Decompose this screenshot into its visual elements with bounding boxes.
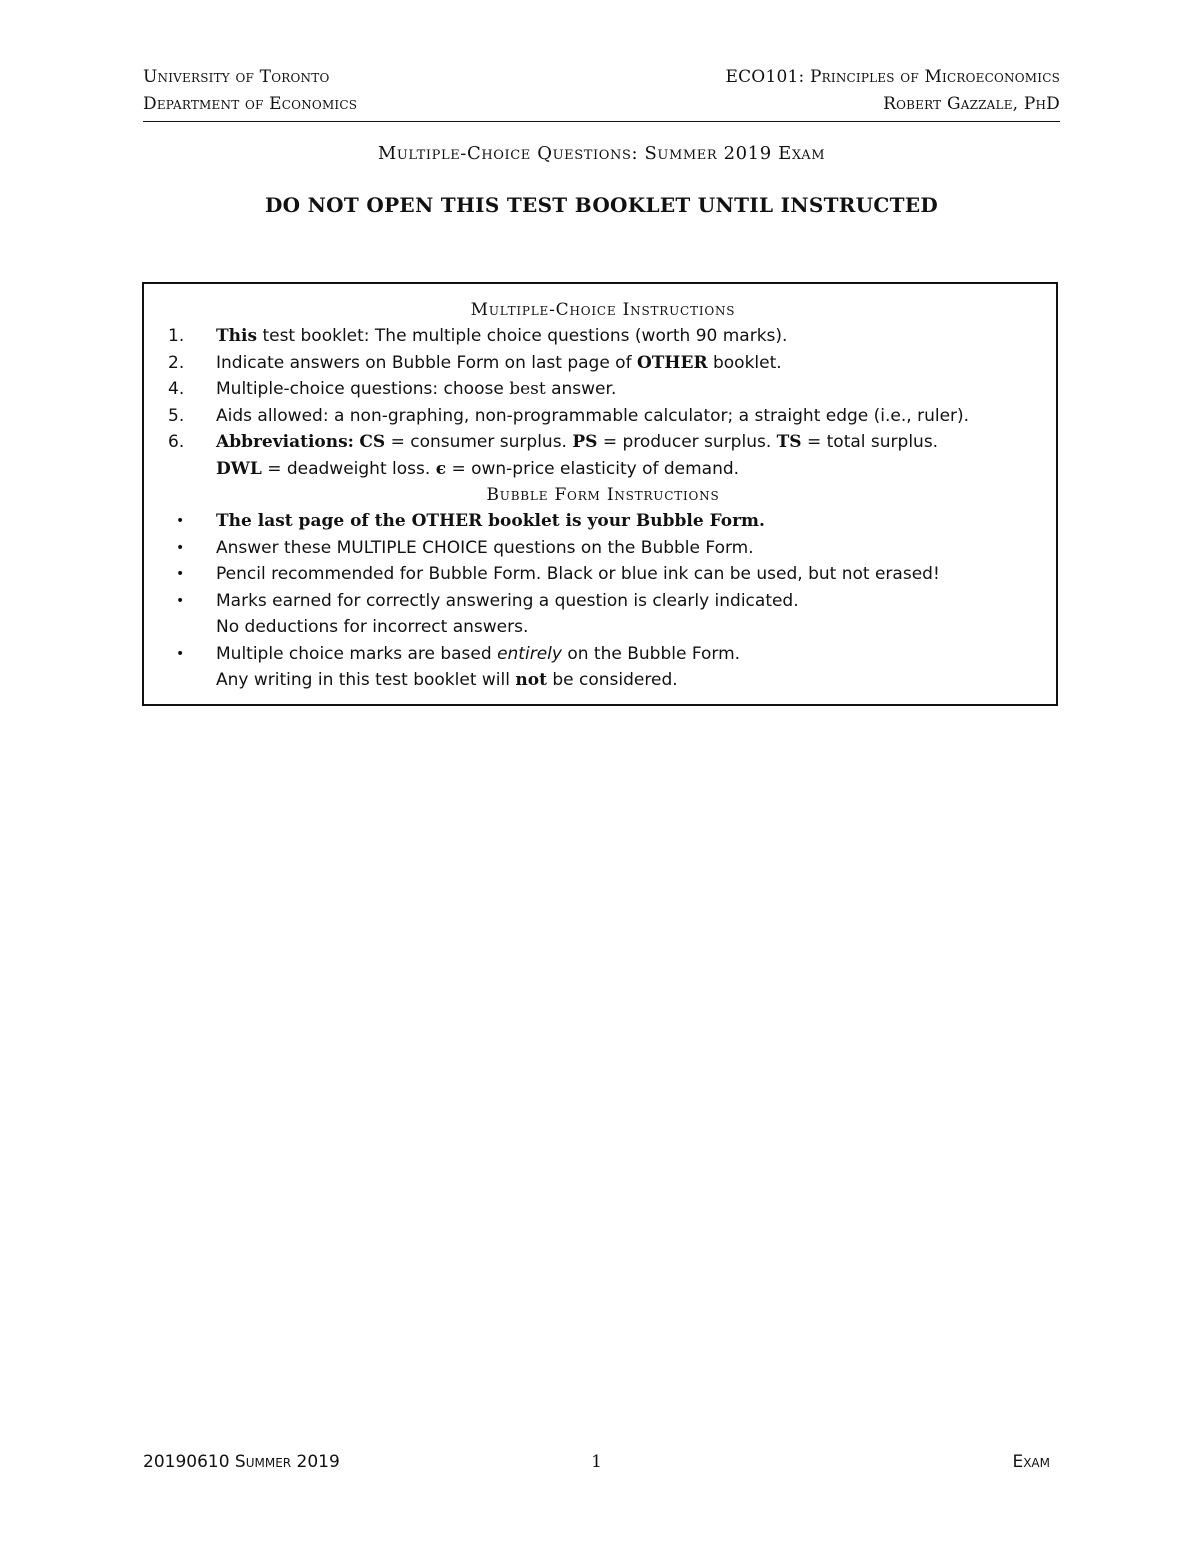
- mc-item-1: [168, 323, 1038, 350]
- department-name: Department of Economics: [143, 94, 358, 114]
- header-row-1: [143, 64, 1060, 91]
- mc-item-4: [168, 376, 1038, 403]
- bubble-item-4: [168, 588, 1038, 641]
- item-emph: entirely: [497, 643, 562, 664]
- abbrev-epsilon: ϵ: [435, 458, 447, 479]
- bubble-item-3: [168, 561, 1038, 588]
- instructions-box: [142, 282, 1058, 706]
- exam-title: Multiple-Choice Questions: Summer 2019 Exam: [377, 143, 826, 164]
- item-text: be considered.: [546, 670, 678, 690]
- course-name: ECO101: Principles of Microeconomics: [725, 67, 1060, 87]
- item-bold: OTHER: [636, 352, 708, 373]
- header-rule: [143, 121, 1060, 122]
- item-number: 1.: [168, 326, 185, 346]
- page-number: 1: [591, 1452, 602, 1472]
- item-text: Pencil recommended for Bubble Form. Black or blue ink can be used, but not erased!: [216, 564, 940, 584]
- item-emph: best: [509, 379, 546, 399]
- abbrev-ps-def: = producer surplus.: [597, 432, 777, 452]
- footer-date: 20190610 Summer 2019: [143, 1452, 340, 1472]
- item-text: test booklet: The multiple choice questions (worth 90 marks).: [257, 326, 788, 346]
- item-text: Indicate answers on Bubble Form on last page of: [216, 352, 637, 373]
- item-bold: OTHER: [411, 511, 483, 531]
- item-number: 2.: [168, 352, 185, 373]
- abbrev-ts-def: = total surplus.: [801, 432, 939, 452]
- bullet-icon: •: [176, 645, 185, 662]
- item-text: Multiple choice marks are based: [216, 643, 498, 664]
- instructor-name: Robert Gazzale, PhD: [883, 94, 1060, 114]
- item-number: 4.: [168, 379, 185, 399]
- bubble-instructions-heading: Bubble Form Instructions: [486, 485, 720, 505]
- mc-instructions-heading: Multiple-Choice Instructions: [470, 300, 736, 320]
- abbrev-epsilon-def: = own-price elasticity of demand.: [446, 458, 740, 479]
- bubble-item-5: [168, 641, 1038, 694]
- item-text: answer.: [545, 379, 617, 399]
- university-name: University of Toronto: [143, 67, 330, 87]
- item-text: Multiple-choice questions: choose: [216, 379, 510, 399]
- abbrev-dwl: DWL: [216, 458, 262, 479]
- page-header: [143, 64, 1060, 122]
- abbrev-ts: TS: [776, 432, 802, 452]
- item-text: Aids allowed: a non-graphing, non-programmable calculator; a straight edge (i.e., ruler).: [216, 405, 970, 426]
- item-text: booklet.: [707, 352, 782, 373]
- bullet-icon: •: [176, 539, 185, 556]
- bullet-icon: •: [176, 566, 185, 582]
- bullet-icon: •: [176, 513, 185, 529]
- abbrev-cs-def: = consumer surplus.: [385, 432, 573, 452]
- abbrev-cs: CS: [359, 432, 386, 452]
- header-row-2: [143, 91, 1060, 118]
- item-bold: This: [216, 326, 258, 346]
- do-not-open-warning: DO NOT OPEN THIS TEST BOOKLET UNTIL INSTRUCTED: [264, 193, 939, 217]
- item-text: Answer these MULTIPLE CHOICE questions on the Bubble Form.: [216, 537, 754, 558]
- item-text: Marks earned for correctly answering a question is clearly indicated.: [216, 590, 799, 611]
- item-text: The last page of the: [216, 511, 412, 531]
- item-bold: not: [515, 670, 547, 690]
- abbrev-label: Abbreviations:: [216, 432, 354, 452]
- bullet-icon: •: [176, 592, 185, 609]
- abbrev-ps: PS: [572, 432, 598, 452]
- item-text: on the Bubble Form.: [561, 643, 741, 664]
- mc-item-2: [168, 350, 1038, 377]
- item-text: booklet is your Bubble Form.: [482, 511, 765, 531]
- mc-item-5: [168, 403, 1038, 430]
- item-number: 5.: [168, 405, 185, 426]
- bubble-item-2: [168, 535, 1038, 562]
- mc-item-6: [168, 429, 1038, 482]
- footer-exam: Exam: [1012, 1452, 1050, 1472]
- item-number: 6.: [168, 432, 185, 452]
- bubble-item-1: [168, 508, 1038, 535]
- item-text: Any writing in this test booklet will: [216, 670, 516, 690]
- item-text: No deductions for incorrect answers.: [216, 617, 529, 637]
- abbrev-dwl-def: = deadweight loss.: [261, 458, 436, 479]
